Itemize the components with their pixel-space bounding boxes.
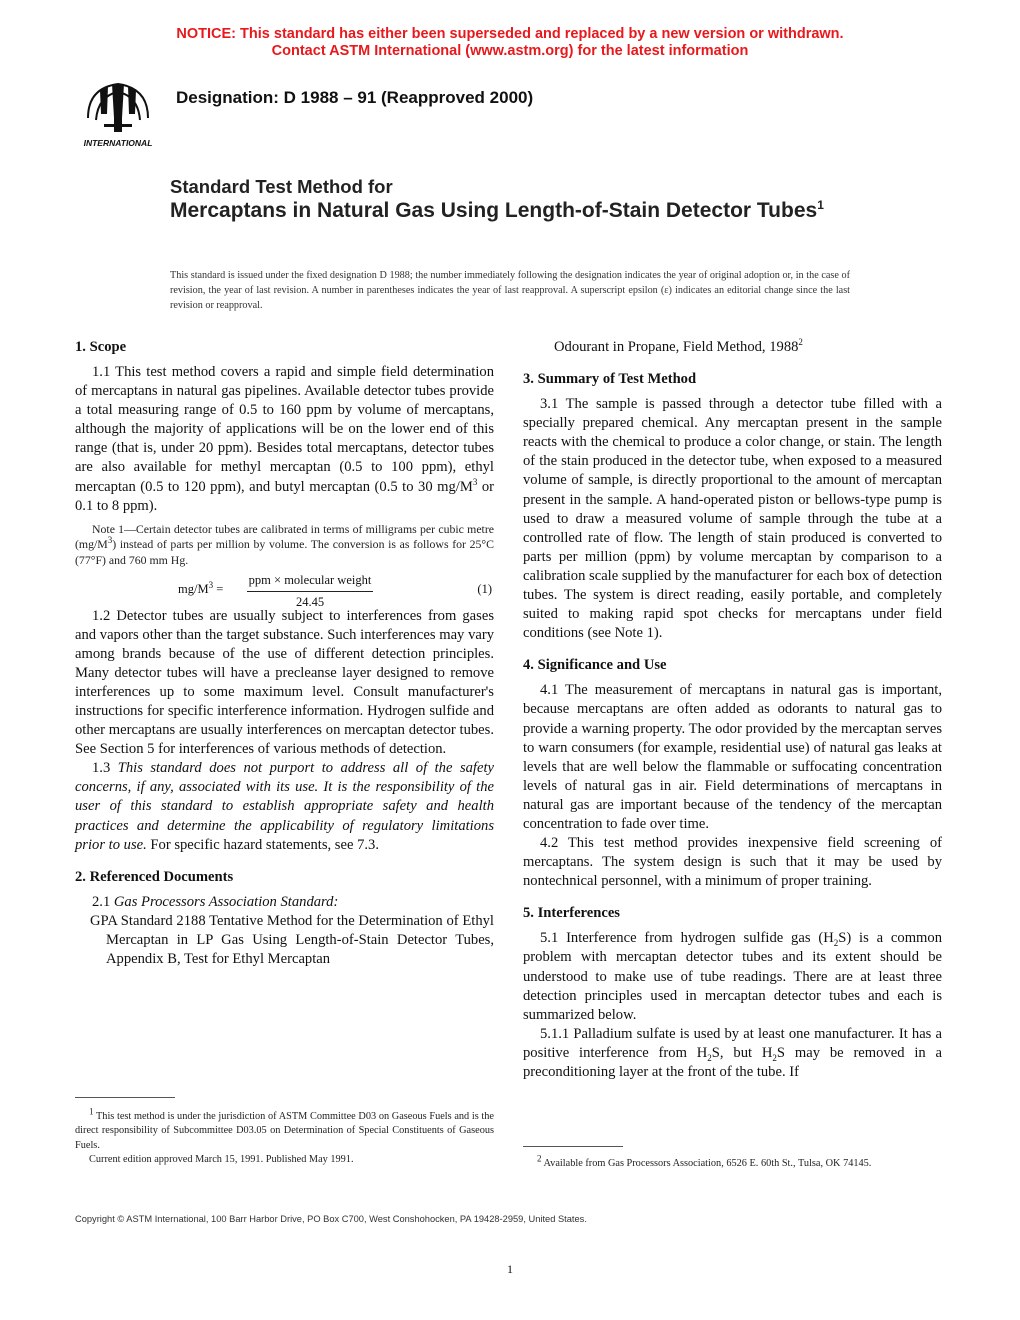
footnote-1 xyxy=(75,1106,494,1168)
subscript: 2 xyxy=(707,1052,712,1063)
paragraph-number: 1.3 xyxy=(92,760,118,777)
issue-note: This standard is issued under the fixed designation D 1988; the number immediately following the designation indicates the year of original adoption or, in the case of revision, the year of last revision. A number in parentheses indicates the year of last reapproval. A superscript epsilon (ε) indicates an editorial change since the last revision or reapproval. xyxy=(170,270,850,311)
superscript: 3 xyxy=(208,579,214,590)
subscript: 2 xyxy=(833,938,839,949)
page-title xyxy=(170,198,870,224)
page-number: 1 xyxy=(507,1262,513,1276)
paragraph-1-3-end: For specific hazard statements, see 7.3. xyxy=(146,836,379,853)
astm-logo-icon xyxy=(74,74,162,150)
section-heading-interferences: 5. Interferences xyxy=(523,905,620,922)
paragraph-1-1-end: or 0.1 to 8 ppm). xyxy=(75,478,494,514)
footnote-ref: 2 xyxy=(798,337,803,348)
paragraph-3-1: 3.1 The sample is passed through a detector tube filled with a specially prepared chemical. Any mercaptan present in the sample reacts with the chemical to produce a color change, or stain. The length of the stain produced in the detector tube, when exposed to a measured volume of sample, is directly proportional to the amount of mercaptan present in the sample. A hand-operated piston or bellows-type pump is used to draw a measured volume of sample through the tube at a controlled rate of flow. The length of stain produced is converted to parts per million (ppm) by volume mercaptan by comparison to a calibration scale supplied by the manufacturer for each box of detection tubes. The system is direct reading, easily portable, and completely suited to making rapid spot checks for mercaptans under field conditions (see Note 1). xyxy=(523,396,942,642)
paragraph-5-1-1 xyxy=(523,1025,942,1082)
gpa-reference-continued xyxy=(523,338,942,357)
footnote-mark: 2 xyxy=(537,1153,542,1164)
designation: Designation: D 1988 – 91 (Reapproved 2000) xyxy=(176,88,534,107)
paragraph-5-1-1-mid: S, but H xyxy=(711,1044,773,1061)
notice-line-2: Contact ASTM International (www.astm.org) for the latest information xyxy=(271,42,749,59)
right-column xyxy=(523,338,942,1082)
footnote-2-text: Available from Gas Processors Association, 6526 E. 60th St., Tulsa, OK 74145. xyxy=(543,1158,872,1169)
section-heading-summary: 3. Summary of Test Method xyxy=(523,371,697,388)
paragraph-5-1-1-text: 5.1.1 Palladium sulfate is used by at least one manufacturer. It has a positive interference from H xyxy=(523,1025,942,1061)
equation-fraction xyxy=(235,571,385,612)
section-heading-referenced-documents: 2. Referenced Documents xyxy=(75,868,234,885)
gpa-reference: GPA Standard 2188 Tentative Method for the Determination of Ethyl Mercaptan in LP Gas Using Length-of-Stain Detector Tubes, Appendix B, Test for Ethyl Mercaptan xyxy=(90,912,494,968)
equation-1 xyxy=(75,572,494,609)
paragraph-number: 2.1 xyxy=(92,893,114,910)
paragraph-5-1-end: S) is a common problem with mercaptan detector tubes and its extent should be understood to make use of tube readings. There are at least three detection principles used in mercaptan detector tubes and each is summarized below. xyxy=(523,930,942,1023)
footnote-2 xyxy=(523,1153,944,1171)
section-heading-scope: 1. Scope xyxy=(75,339,127,355)
note-1-end: ) instead of parts per million by volume. The conversion is as follows for 25°C (77°F) and 760 mm Hg. xyxy=(75,537,494,567)
left-column xyxy=(75,338,494,969)
equation-lhs-text: mg/M xyxy=(178,581,209,596)
paragraph-1-1 xyxy=(75,363,494,516)
safety-caveat: This standard does not purport to address all of the safety concerns, if any, associated with its use. It is the responsibility of the user of this standard to establish appropriate safety and health practices and determine the applicability of regulatory limitations prior to use. xyxy=(75,760,494,853)
paragraph-5-1-1-end: S may be removed in a preconditioning layer at the front of the tube. If xyxy=(523,1044,942,1080)
footnote-1-edition: Current edition approved March 15, 1991. Published May 1991. xyxy=(89,1154,354,1166)
gpa-standard-heading: Gas Processors Association Standard: xyxy=(113,893,339,910)
note-1 xyxy=(75,522,494,569)
footnote-rule xyxy=(75,1097,175,1098)
paragraph-5-1-text: 5.1 Interference from hydrogen sulfide gas (H xyxy=(540,930,834,947)
gpa-continued-text: Odourant in Propane, Field Method, 1988 xyxy=(554,339,799,355)
title-footnote-ref: 1 xyxy=(817,198,824,212)
section-heading-significance: 4. Significance and Use xyxy=(523,657,667,674)
title-block xyxy=(170,175,870,224)
paragraph-1-3 xyxy=(75,759,494,854)
logo-sub-label: INTERNATIONAL xyxy=(83,138,153,148)
paragraph-2-1 xyxy=(75,893,494,912)
title-prefix: Standard Test Method for xyxy=(170,176,393,197)
superscript: 3 xyxy=(107,535,113,546)
footnote-mark: 1 xyxy=(89,1106,94,1117)
title-text: Mercaptans in Natural Gas Using Length-of-Stain Detector Tubes xyxy=(170,199,818,222)
paragraph-1-1-text: 1.1 This test method covers a rapid and simple field determination of mercaptans in natural gas pipelines. Available detector tubes provide a total measuring range of 0.5 to 160 ppm by volume of mercaptans, although the majority of applications will be on the lower end of this range (that is, under 20 ppm). Besides total mercaptans, detector tubes are also available for methyl mercaptan (0.5 to 100 ppm), ethyl mercaptan (0.5 to 120 ppm), and butyl mercaptan (0.5 to 30 mg/M xyxy=(75,364,494,495)
paragraph-1-2: 1.2 Detector tubes are usually subject to interferences from gases and vapors other than the target substance. Such interferences may vary among brands because of the use of different detection principles. Many detector tubes will have a precleanse layer designed to remove interferences up to some maximum level. Consult manufacturer's instructions for specific interference information. Hydrogen sulfide and other mercaptans are usually interferences on mercaptan detector tubes. See Section 5 for interferences of various methods of detection. xyxy=(75,607,494,758)
notice-line-1: NOTICE: This standard has either been superseded and replaced by a new version or withdrawn. xyxy=(176,26,844,42)
withdrawal-notice xyxy=(0,26,1020,59)
equation-number: (1) xyxy=(477,581,492,596)
note-1-text: Note 1—Certain detector tubes are calibrated in terms of milligrams per cubic metre (mg/M xyxy=(75,521,494,552)
copyright-line: Copyright © ASTM International, 100 Barr Harbor Drive, PO Box C700, West Conshohocken, PA 19428-2959, United States. xyxy=(75,1214,587,1224)
footnote-1-text: This test method is under the jurisdiction of ASTM Committee D03 on Gaseous Fuels and is the direct responsibility of Subcommittee D03.05 on Determination of Special Constituents of Gaseous Fuels. xyxy=(75,1111,494,1151)
footnote-rule xyxy=(523,1146,623,1147)
superscript: 3 xyxy=(472,476,478,487)
paragraph-4-1: 4.1 The measurement of mercaptans in natural gas is important, because mercaptans are often added as odorants to natural gas to provide a warning property. The odor provided by the mercaptan serves to warn consumers (for example, residential use) of natural gas leaks at levels that are well below the flammable or suffocating concentration levels of natural gas in air. Field determinations of mercaptans in natural gas are important because of the tendency of the mercaptan concentration to fade over time. xyxy=(523,682,942,832)
subscript: 2 xyxy=(772,1052,777,1063)
equation-denominator: 24.45 xyxy=(295,594,325,609)
equation-lhs: $mg/M^3$ = xyxy=(178,579,224,596)
equation-numerator: ppm × molecular weight xyxy=(247,571,374,592)
paragraph-4-2: 4.2 This test method provides inexpensive field screening of mercaptans. The system design is such that it may be used by nontechnical personnel, with a minimum of proper training. xyxy=(523,835,942,890)
paragraph-5-1 xyxy=(523,929,942,1024)
